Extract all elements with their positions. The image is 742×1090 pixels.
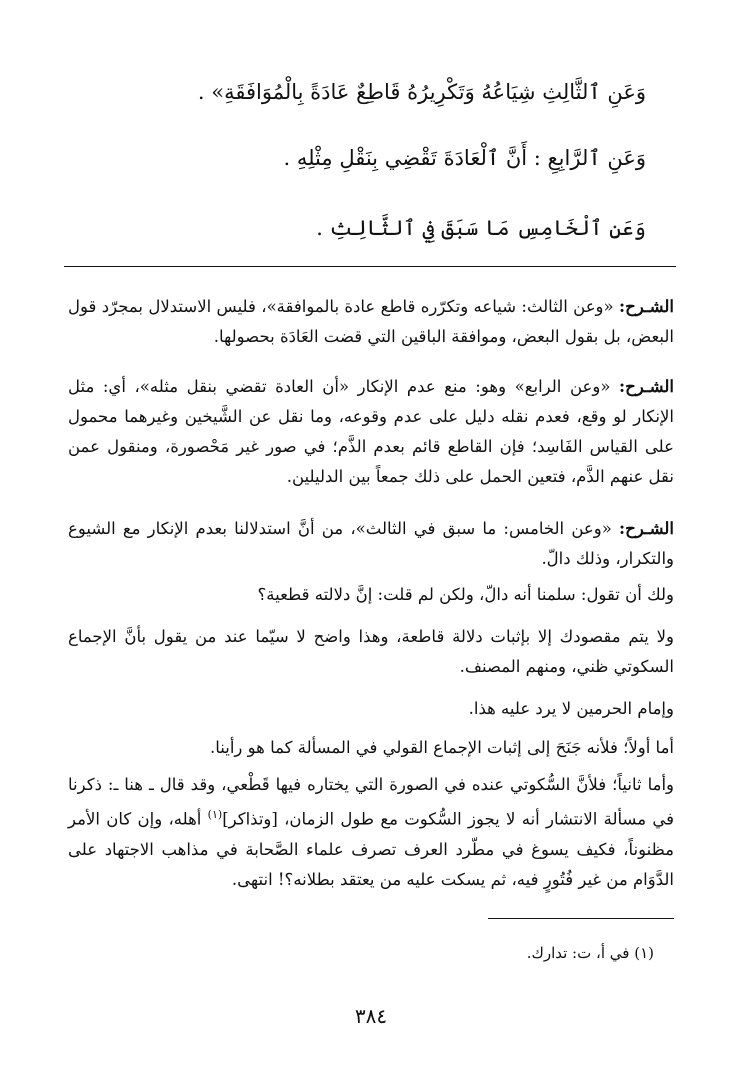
sharh-paragraph-3 [68, 514, 674, 574]
paragraph-8 [68, 770, 674, 895]
paragraph-6: وإمام الحرمين لا يرد عليه هذا. [468, 699, 674, 718]
paragraph-7: أما أولاً؛ فلأنه جَنَحَ إلى إثبات الإجماع القولي في المسألة كما هو رأينا. [210, 738, 674, 757]
footnote: (١) في أ، ت: تدارك. [526, 944, 654, 962]
sharh-text: «وعن الخامس: ما سبق في الثالث»، من أنَّ استدلالنا بعدم الإنكار مع الشيوع والتكرار، وذلك دالّ. [68, 519, 674, 568]
sharh-label: الشـرح: [618, 297, 674, 316]
paragraph-5: ولا يتم مقصودك إلا بإثبات دلالة قاطعة، وهذا واضح لا سيّما عند من يقول بأنَّ الإجماع السكوتي ظني، ومنهم المصنف. [68, 627, 674, 676]
paragraph-8-text-b: أهله، وإن كان الأمر مظنوناً، فكيف يسوغ في مطّرد العرف تصرف علماء الصَّحابة في مذاهب الاجتهاد على الدَّوَام من غير فُتُورٍ فيه، ثم يسكت عليه من يعتقد بطلانه؟! انتهى. [68, 809, 674, 889]
matn-separator [64, 266, 676, 267]
paragraph-4: ولك أن تقول: سلمنا أنه دالّ، ولكن لم قلت: إنَّ دلالته قطعية؟ [257, 585, 674, 604]
sharh-text: «وعن الثالث: شياعه وتكرّره قاطع عادة بالموافقة»، فليس الاستدلال بمجرّد قول البعض، بل بقول البعض، وموافقة الباقين التي قضت العَادَة بحصولها. [68, 297, 674, 346]
footnote-separator [488, 918, 674, 919]
sharh-label: الشـرح: [618, 519, 674, 538]
matn-line-1: وَعَنِ ٱلثَّالِثِ شِيَاعُهُ وَتَكْرِيرُهُ قَاطِعٌ عَادَةً بِالْمُوَافَقَةِ» . [197, 80, 646, 104]
sharh-paragraph-1 [68, 292, 674, 352]
paragraph-8-text-a: وأما ثانياً؛ فلأنَّ السُّكوتي عنده في الصورة التي يختاره فيها قَطْعي، وقد قال ـ هنا ـ: ذكرنا في مسألة الانتشار أنه لا يجوز السُّكوت مع طول الزمان، [وتذاكر] [68, 775, 674, 829]
matn-line-3: وَعَنِ ٱلْخَامِسِ مَا سَبَقَ فِي ٱلثَّالِثِ . [316, 216, 646, 240]
sharh-paragraph-2 [68, 372, 674, 492]
sharh-label: الشـرح: [618, 377, 674, 396]
footnote-reference: (١) [207, 808, 223, 821]
sharh-text: «وعن الرابع» وهو: منع عدم الإنكار «أن العادة تقضي بنقل مثله»، أي: مثل الإنكار لو وقع، فعدم نقله دليل على عدم وقوعه، وما نقل عن الشَّيخين وغيرهما محمول على القياس الفَاسِد؛ فإن القاطع قائم بعدم الذَّم؛ في صور غير مَحْصورة، ومنقول عمن نقل عنهم الذَّم، فتعين الحمل على ذلك جمعاً بين الدليلين. [68, 377, 674, 486]
matn-line-2: وَعَنِ ٱلرَّابِعِ : أَنَّ ٱلْعَادَةَ تَقْضِي بِنَقْلِ مِثْلِهِ . [283, 146, 646, 170]
page-number: ٣٨٤ [354, 1004, 388, 1028]
